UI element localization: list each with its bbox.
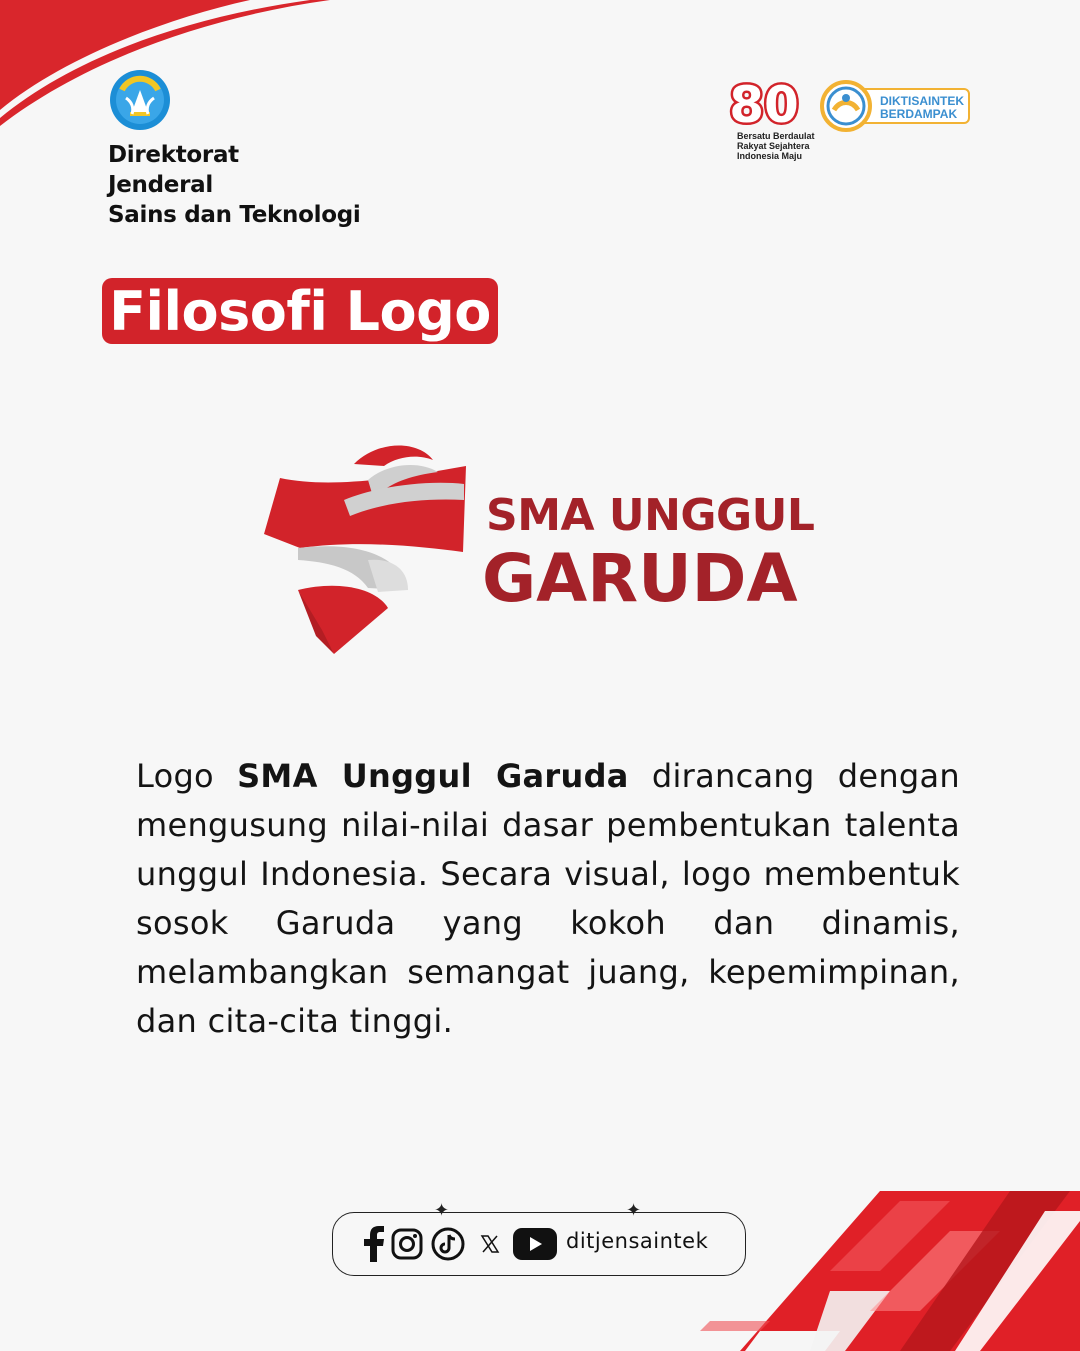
ministry-emblem-logo — [108, 68, 172, 132]
directorate-name — [108, 140, 360, 230]
sparkle-icon-right: ✦ — [626, 1200, 642, 1221]
diktisaintek-berdampak-logo — [820, 80, 972, 132]
logo-description-paragraph — [136, 752, 960, 1046]
description-prefix: Logo — [136, 757, 238, 795]
logo-text-sma-unggul: SMA UNGGUL — [486, 490, 815, 541]
description-bold-name: SMA Unggul Garuda — [237, 757, 629, 795]
badge-80-tagline-line-3: Indonesia Maju — [737, 151, 803, 161]
logo-text-garuda: GARUDA — [482, 540, 798, 617]
diktis-line-1: DIKTISAINTEK — [880, 94, 964, 108]
instagram-icon[interactable] — [390, 1226, 424, 1262]
facebook-icon[interactable] — [362, 1226, 386, 1262]
sma-unggul-garuda-logo-mark — [258, 440, 478, 660]
badge-80-tagline-line-2: Rakyat Sejahtera — [737, 141, 810, 151]
diktis-text — [880, 95, 964, 121]
badge-80-tagline-line-1: Bersatu Berdaulat — [737, 131, 815, 141]
directorate-line-2: Jenderal — [108, 172, 213, 198]
sparkle-icon-left: ✦ — [434, 1200, 450, 1221]
indonesia-80-anniversary-logo — [729, 76, 799, 134]
youtube-icon[interactable] — [512, 1226, 558, 1262]
directorate-line-3: Sains dan Teknologi — [108, 202, 361, 228]
diktis-emblem-icon — [820, 80, 872, 132]
directorate-line-1: Direktorat — [108, 142, 239, 168]
badge-80-tagline — [737, 131, 815, 161]
x-icon[interactable] — [479, 1226, 501, 1262]
diktis-line-2: BERDAMPAK — [880, 107, 958, 121]
badge-80-number: 80 — [729, 76, 799, 134]
page-title: Filosofi Logo — [102, 278, 498, 344]
description-rest: dirancang dengan mengusung nilai-nilai dasar pembentukan talenta unggul Indonesia. Secara visual, logo membentuk sosok Garuda yang kokoh dan dinamis, melambangkan semangat juang, kepemimpinan, dan cita-cita tinggi. — [136, 757, 961, 1040]
social-handle[interactable]: ditjensaintek — [566, 1229, 709, 1253]
tiktok-icon[interactable] — [430, 1226, 466, 1262]
